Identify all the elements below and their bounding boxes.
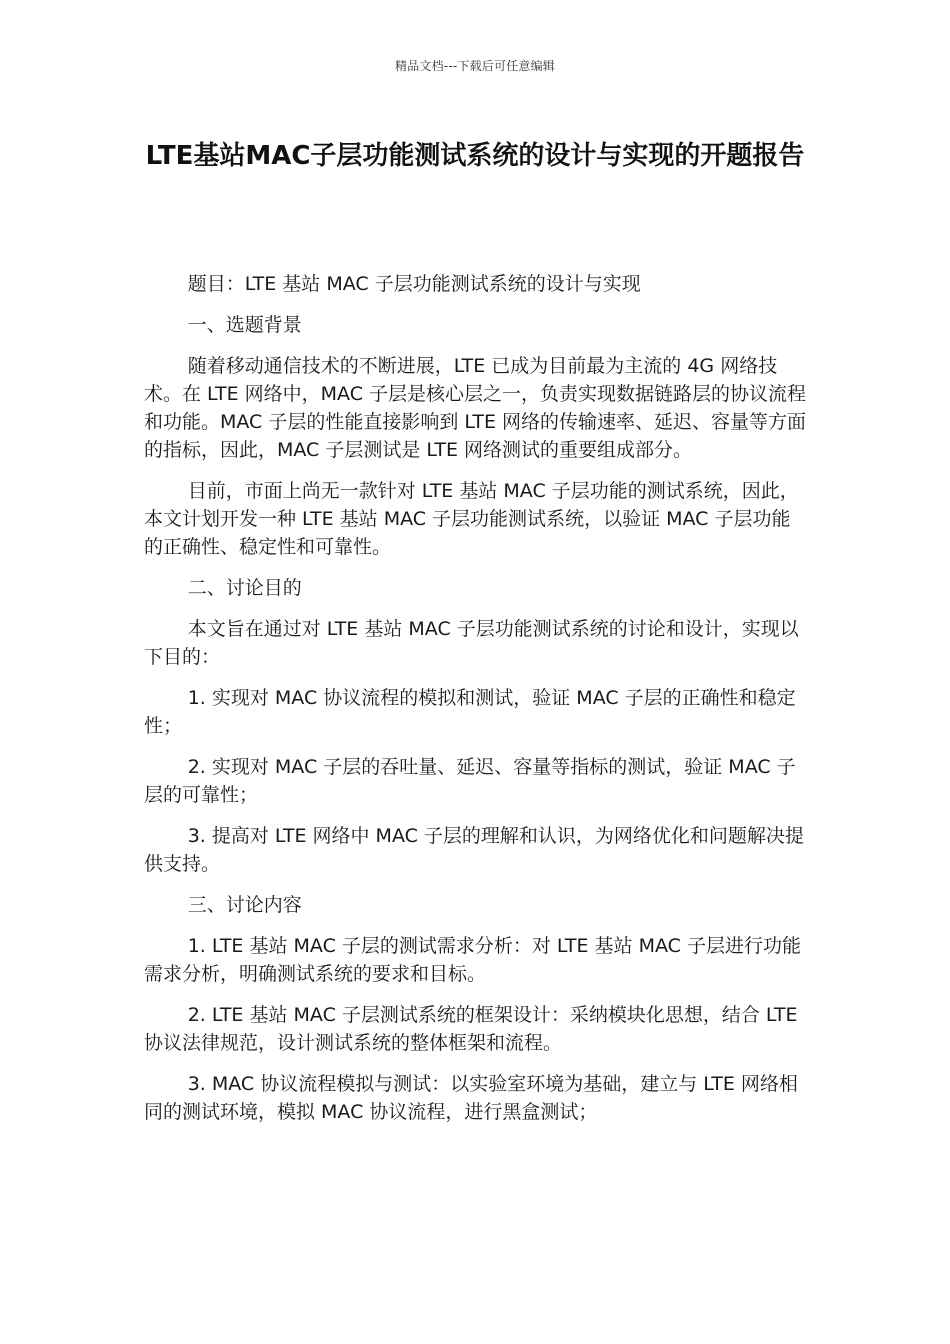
body-paragraph: 目前，市面上尚无一款针对 LTE 基站 MAC 子层功能的测试系统，因此，本文计划开发一种 LTE 基站 MAC 子层功能测试系统，以验证 MAC 子层功能的正确性、稳定性和可靠性。 [144, 480, 799, 558]
list-item: 3. 提高对 LTE 网络中 MAC 子层的理解和认识，为网络优化和问题解决提供支持。 [144, 825, 804, 875]
body-paragraph: 本文旨在通过对 LTE 基站 MAC 子层功能测试系统的讨论和设计，实现以下目的： [144, 618, 799, 668]
list-item: 3. MAC 协议流程模拟与测试：以实验室环境为基础，建立与 LTE 网络相同的测试环境，模拟 MAC 协议流程，进行黑盒测试； [144, 1073, 798, 1123]
document-title: LTE基站MAC子层功能测试系统的设计与实现的开题报告 [145, 141, 805, 171]
list-item: 1. 实现对 MAC 协议流程的模拟和测试，验证 MAC 子层的正确性和稳定性； [144, 687, 796, 737]
section-heading-purpose: 二、讨论目的 [187, 577, 302, 599]
section-heading-background: 一、选题背景 [187, 314, 302, 336]
topic-line: 题目：LTE 基站 MAC 子层功能测试系统的设计与实现 [187, 273, 641, 295]
document-body [144, 270, 808, 1139]
list-item: 1. LTE 基站 MAC 子层的测试需求分析：对 LTE 基站 MAC 子层进行功能需求分析，明确测试系统的要求和目标。 [144, 935, 801, 985]
list-item: 2. 实现对 MAC 子层的吞吐量、延迟、容量等指标的测试，验证 MAC 子层的可靠性； [144, 756, 796, 806]
body-paragraph: 随着移动通信技术的不断进展，LTE 已成为目前最为主流的 4G 网络技术。在 LTE 网络中，MAC 子层是核心层之一，负责实现数据链路层的协议流程和功能。MAC 子层的性能直接影响到 LTE 网络的传输速率、延迟、容量等方面的指标，因此，MAC 子层测试是 LTE 网络测试的重要组成部分。 [144, 355, 807, 461]
list-item: 2. LTE 基站 MAC 子层测试系统的框架设计：采纳模块化思想，结合 LTE 协议法律规范，设计测试系统的整体框架和流程。 [144, 1004, 798, 1054]
section-heading-content: 三、讨论内容 [187, 894, 302, 916]
page-header-note: 精品文档---下载后可任意编辑 [395, 59, 555, 73]
